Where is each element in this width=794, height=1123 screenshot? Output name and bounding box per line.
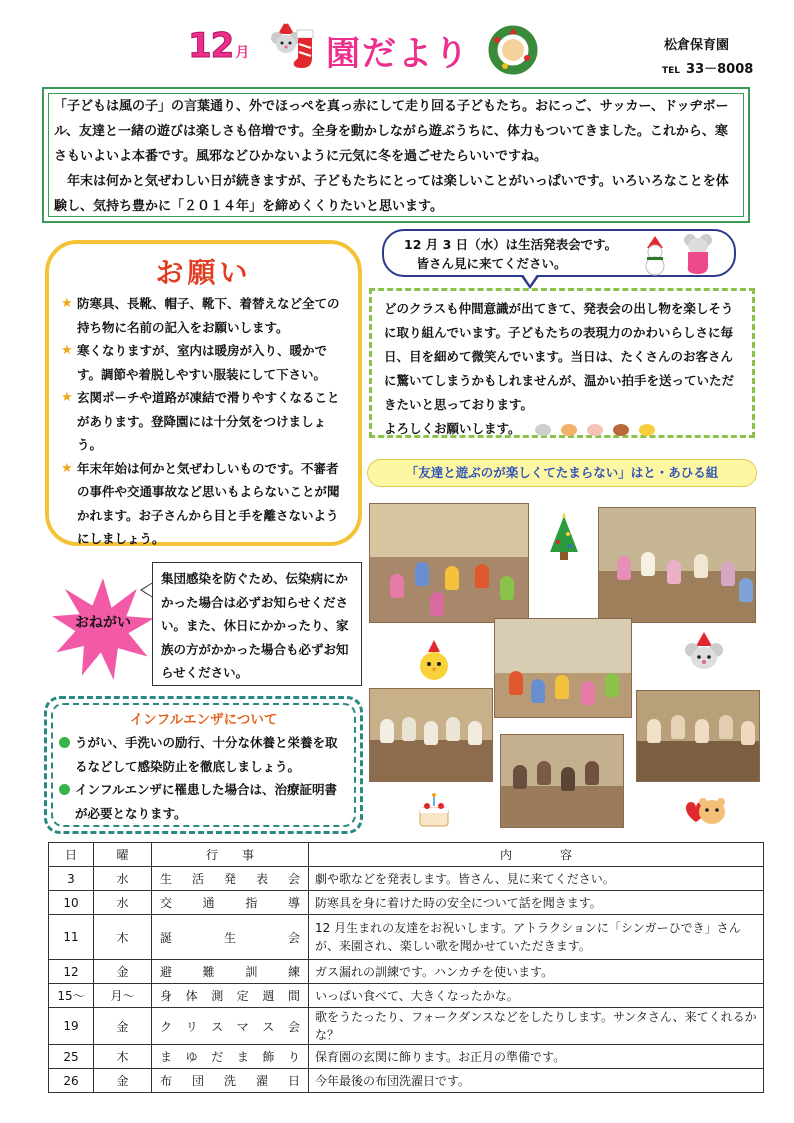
row-weekday: 水 [94, 891, 152, 915]
stocking-icon [290, 28, 320, 72]
class-photo-2 [598, 507, 756, 623]
class-photo-6 [500, 734, 624, 828]
row-day: 10 [49, 891, 94, 915]
recital-message: どのクラスも仲間意識が出てきて、発表会の出し物を楽しそうに取り組んでいます。子どもたちの表現力のかわいらしさに毎日、目を細めて微笑んでいます。当日は、たくさんのお客さんに驚いてしまうかもしれませんが、温かい拍手を送っていただきたいと思っております。 [384, 301, 735, 412]
row-event: 避難訓練 [152, 960, 309, 984]
header-weekday: 曜 [94, 843, 152, 867]
bullet-icon [59, 784, 70, 795]
row-weekday: 金 [94, 1069, 152, 1093]
recital-message-box [369, 288, 755, 438]
request-item: ★ 年末年始は何かと気ぜわしいものです。不審者の事件や交通事故など思いもよらないことが聞かれます。お子さんから目と手を離さないようにしましょう。 [61, 457, 346, 551]
row-day: 19 [49, 1008, 94, 1045]
class-photo-3 [494, 618, 632, 718]
star-icon: ★ [61, 296, 73, 311]
row-weekday: 金 [94, 1008, 152, 1045]
row-event: 生活発表会 [152, 867, 309, 891]
row-detail: 歌をうたったり、フォークダンスなどをしたりします。サンタさん、来てくれるかな？ [309, 1008, 764, 1045]
table-row [49, 1069, 764, 1093]
school-phone [662, 58, 753, 77]
row-event: 布団洗濯日 [152, 1069, 309, 1093]
recital-closing: よろしくお願いします。 [384, 417, 740, 441]
row-weekday: 月～ [94, 984, 152, 1008]
christmas-tree-icon [546, 512, 582, 562]
intro-paragraph-2: 年末は何かと気ぜわしい日が続きますが、子どもたちにとっては楽しいことがいっぱいです。いろいろなことを体験し、気持ち豊かに「２０１４年」を締めくくりたいと思います。 [54, 174, 729, 214]
row-day: 11 [49, 915, 94, 960]
mouse-party-hat-icon [682, 632, 726, 676]
row-detail: いっぱい食べて、大きくなったかな。 [309, 984, 764, 1008]
hamster-icon [680, 790, 728, 828]
animal-faces-icon [535, 417, 665, 441]
table-row [49, 960, 764, 984]
row-weekday: 水 [94, 867, 152, 891]
row-detail: 防寒具を身に着けた時の安全について話を聞きます。 [309, 891, 764, 915]
row-weekday: 金 [94, 960, 152, 984]
bubble-line-1: 12 月 3 日（水）は生活発表会です。 [404, 237, 618, 252]
row-detail: 今年最後の布団洗濯日です。 [309, 1069, 764, 1093]
row-detail: 保育園の玄関に飾ります。お正月の準備です。 [309, 1045, 764, 1069]
row-detail: 劇や歌などを発表します。皆さん、見に来てください。 [309, 867, 764, 891]
table-row [49, 984, 764, 1008]
mouse-stocking-icon [680, 232, 716, 276]
row-detail: ガス漏れの訓練です。ハンカチを使います。 [309, 960, 764, 984]
tel-label: TEL [662, 66, 681, 76]
row-event: 身体測定週間 [152, 984, 309, 1008]
influenza-item: インフルエンザに罹患した場合は、治療証明書が必要となります。 [59, 778, 348, 825]
schedule-table [48, 842, 764, 1093]
row-day: 3 [49, 867, 94, 891]
table-row [49, 1008, 764, 1045]
influenza-title: インフルエンザについて [129, 712, 278, 728]
class-photo-5 [636, 690, 760, 782]
bubble-line-2: 皆さん見に来てください。 [416, 256, 567, 271]
table-row [49, 891, 764, 915]
bullet-icon [59, 737, 70, 748]
star-icon: ★ [61, 460, 73, 476]
intro-paragraph-1: 「子どもは風の子」の言葉通り、外でほっぺを真っ赤にして走り回る子どもたち。おにっご、サッカー、ドッヂボール、友達と一緒の遊びは楽しさも倍増です。全身を動かしながら遊ぶうちに、体力もついてきました。これから、寒さもいよいよ本番です。風邪などひかないように元気に冬を過ごせたらいいですね。 [54, 99, 729, 164]
request-item: ★ 防寒具、長靴、帽子、靴下、着替えなど全ての持ち物に名前の記入をお願いします。 [61, 292, 346, 339]
wreath-icon [487, 24, 539, 76]
class-photo-1 [369, 503, 529, 623]
tel-number: 33－8008 [686, 62, 754, 77]
requests-box [45, 240, 362, 546]
influenza-box [44, 696, 363, 834]
header-detail: 内 容 [309, 843, 764, 867]
influenza-item: うがい、手洗いの励行、十分な休養と栄養を取るなどして感染防止を徹底しましょう。 [59, 731, 348, 778]
table-row [49, 867, 764, 891]
row-day: 15～ [49, 984, 94, 1008]
header-event: 行 事 [152, 843, 309, 867]
month-heading [188, 26, 258, 72]
photo-caption-banner: 「友達と遊ぶのが楽しくてたまらない」はと・あひる組 [367, 459, 757, 487]
row-day: 26 [49, 1069, 94, 1093]
star-icon: ★ [61, 343, 73, 358]
infection-notice-text: 集団感染を防ぐため、伝染病にかかった場合は必ずお知らせください。また、休日にかかったり、家族の方がかかった場合も必ずお知らせください。 [161, 571, 349, 680]
snowman-icon [638, 236, 672, 276]
intro-box [42, 87, 750, 223]
header-day: 日 [49, 843, 94, 867]
row-weekday: 木 [94, 1045, 152, 1069]
school-name: 松倉保育園 [664, 38, 730, 53]
row-weekday: 木 [94, 915, 152, 960]
row-event: クリスマス会 [152, 1008, 309, 1045]
row-event: 誕生会 [152, 915, 309, 960]
chick-icon [414, 640, 454, 684]
table-row [49, 915, 764, 960]
request-item: ★ 玄関ポーチや道路が凍結で滑りやすくなることがあります。登降園には十分気をつけましょう。 [61, 386, 346, 457]
star-icon: ★ [61, 390, 73, 405]
requests-title: お願い [155, 256, 252, 289]
row-day: 12 [49, 960, 94, 984]
row-event: まゆだま飾り [152, 1045, 309, 1069]
class-photo-4 [369, 688, 493, 782]
infection-notice [152, 562, 362, 686]
schedule-header-row [49, 843, 764, 867]
cake-icon [414, 792, 454, 830]
row-detail: 12 月生まれの友達をお祝いします。アトラクションに「シンガーひでき」さんが、来園され、楽しい歌を聞かせていただきます。 [309, 915, 764, 960]
table-row [49, 1045, 764, 1069]
newsletter-title: 園だより [326, 34, 470, 74]
row-day: 25 [49, 1045, 94, 1069]
row-event: 交通指導 [152, 891, 309, 915]
month-number: 12 [188, 26, 234, 66]
month-unit: 月 [235, 45, 250, 61]
request-item: ★ 寒くなりますが、室内は暖房が入り、暖かです。調節や着脱しやすい服装にして下さい。 [61, 339, 346, 386]
burst-label: おねがい [75, 615, 131, 631]
